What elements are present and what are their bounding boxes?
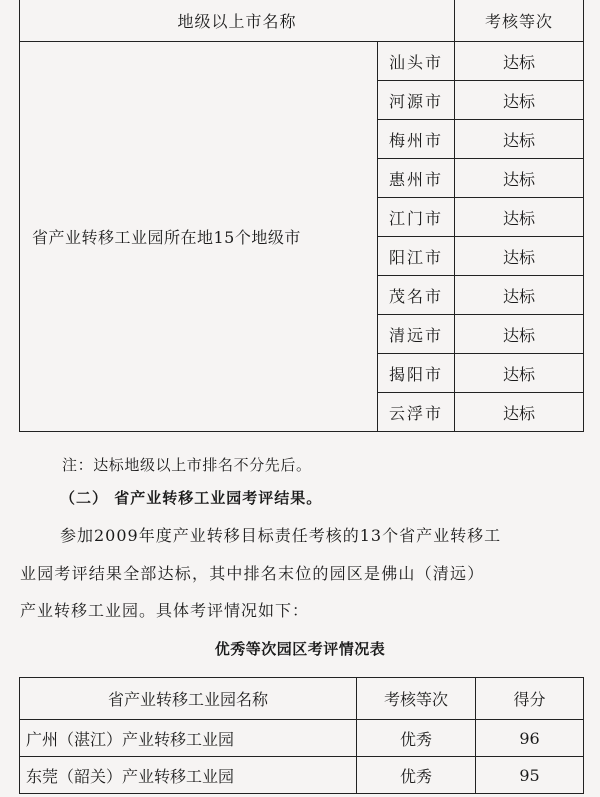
city-cell: 茂名市 [378, 276, 455, 315]
grade-cell: 优秀 [357, 720, 476, 757]
grade-cell: 达标 [455, 159, 584, 198]
grade-cell: 达标 [455, 237, 584, 276]
city-cell: 河源市 [378, 81, 455, 120]
city-assessment-table [19, 0, 584, 432]
header-grade: 考核等次 [455, 0, 584, 42]
city-cell: 云浮市 [378, 393, 455, 432]
table-header-row [20, 0, 584, 42]
city-cell: 惠州市 [378, 159, 455, 198]
city-cell: 梅州市 [378, 120, 455, 159]
excellent-parks-table [19, 677, 584, 794]
paragraph-line-1: 参加2009年度产业转移目标责任考核的13个省产业转移工 [60, 526, 502, 545]
section-heading: （二） 省产业转移工业园考评结果。 [60, 489, 323, 507]
grade-cell: 优秀 [357, 757, 476, 794]
table-row [20, 757, 584, 794]
group-label: 省产业转移工业园所在地15个地级市 [20, 42, 378, 432]
grade-cell: 达标 [455, 276, 584, 315]
city-cell: 阳江市 [378, 237, 455, 276]
grade-cell: 达标 [455, 315, 584, 354]
grade-cell: 达标 [455, 354, 584, 393]
header-city-name: 地级以上市名称 [20, 0, 455, 42]
header-park-name: 省产业转移工业园名称 [20, 678, 357, 720]
city-cell: 揭阳市 [378, 354, 455, 393]
excellent-parks-table-title: 优秀等次园区考评情况表 [214, 640, 386, 658]
table-note: 注：达标地级以上市排名不分先后。 [62, 456, 312, 474]
grade-cell: 达标 [455, 81, 584, 120]
table-row [20, 720, 584, 757]
score-cell: 95 [476, 757, 584, 794]
header-score: 得分 [476, 678, 584, 720]
score-cell: 96 [476, 720, 584, 757]
grade-cell: 达标 [455, 198, 584, 237]
grade-cell: 达标 [455, 393, 584, 432]
paragraph-line-3: 产业转移工业园。具体考评情况如下： [20, 601, 310, 620]
header-grade: 考核等次 [357, 678, 476, 720]
table-header-row [20, 678, 584, 720]
city-cell: 清远市 [378, 315, 455, 354]
table-row [20, 42, 584, 81]
grade-cell: 达标 [455, 42, 584, 81]
city-cell: 江门市 [378, 198, 455, 237]
paragraph-line-2: 业园考评结果全部达标，其中排名末位的园区是佛山（清远） [20, 564, 485, 583]
park-name-cell: 广州（湛江）产业转移工业园 [20, 720, 357, 757]
grade-cell: 达标 [455, 120, 584, 159]
city-cell: 汕头市 [378, 42, 455, 81]
park-name-cell: 东莞（韶关）产业转移工业园 [20, 757, 357, 794]
